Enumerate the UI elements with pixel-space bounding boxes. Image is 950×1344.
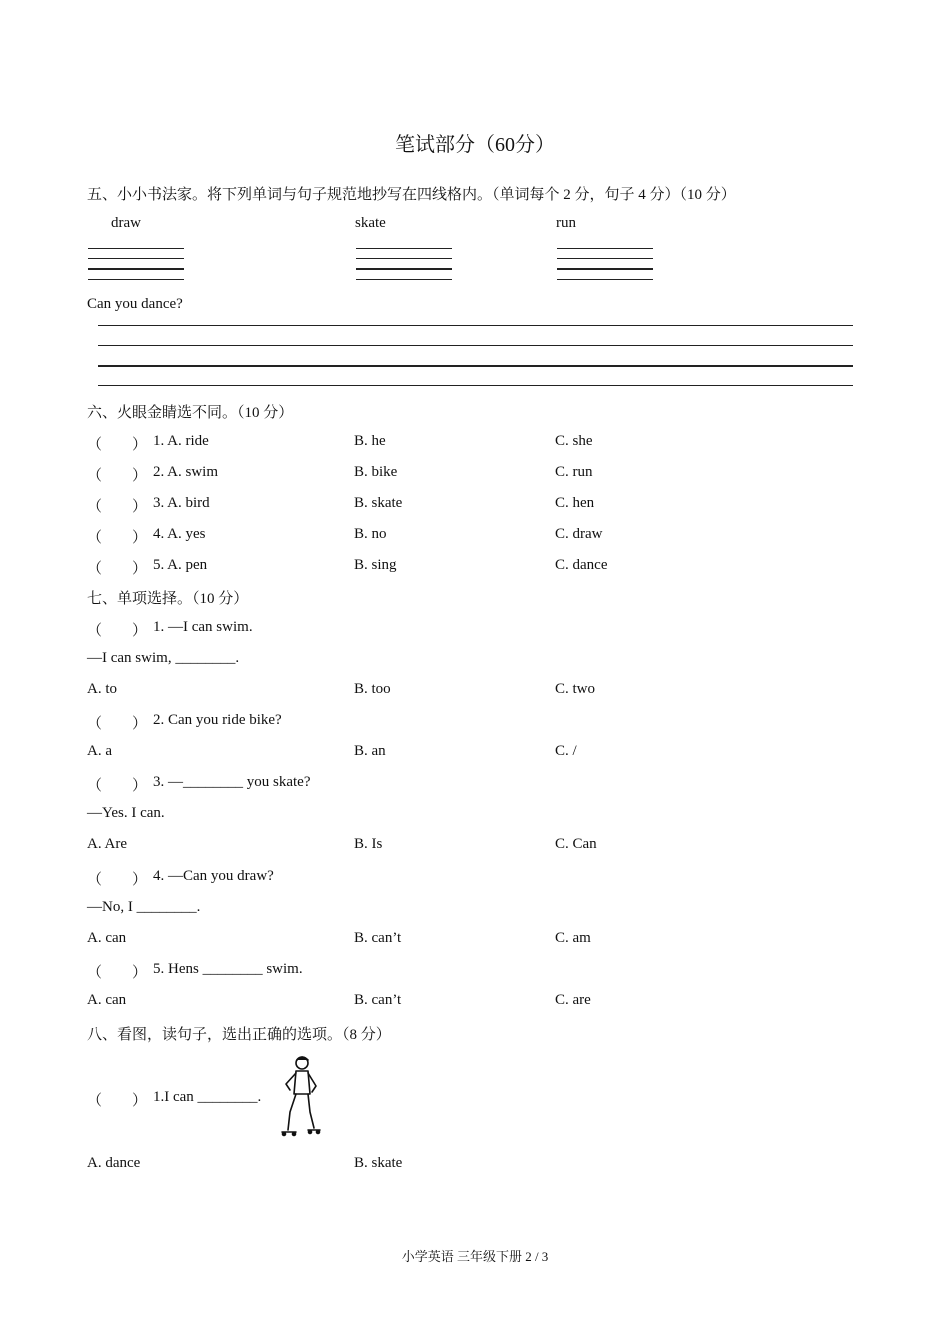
- option-b: B. he: [354, 433, 386, 449]
- option-c: C. Can: [555, 836, 597, 852]
- sentence-prompt: Can you dance?: [87, 296, 183, 312]
- dialogue-line: [87, 650, 867, 670]
- question-row: [87, 526, 867, 546]
- answer-blank[interactable]: （ ）: [87, 872, 148, 888]
- answer-blank[interactable]: （ ）: [87, 468, 148, 484]
- word-draw: draw: [111, 215, 141, 231]
- section-6-heading: 六、火眼金睛选不同。（10 分）: [87, 405, 294, 421]
- question-row: [87, 961, 867, 981]
- question-row: [87, 433, 867, 453]
- question-text: 3. A. bird: [153, 495, 210, 511]
- options-row: [87, 992, 867, 1012]
- option-c: C. she: [555, 433, 593, 449]
- question-row: [87, 619, 867, 639]
- options-row: [87, 743, 867, 763]
- section-8-heading: 八、看图，读句子，选出正确的选项。（8 分）: [87, 1027, 391, 1043]
- question-row: [87, 464, 867, 484]
- option-b: B. too: [354, 681, 391, 697]
- section-5-heading: 五、小小书法家。将下列单词与句子规范地抄写在四线格内。（单词每个 2 分，句子 4 分）（10 分）: [87, 187, 736, 203]
- option-a: A. dance: [87, 1155, 141, 1171]
- answer-blank[interactable]: （ ）: [87, 1093, 148, 1109]
- option-b: B. skate: [354, 1155, 403, 1171]
- option-a: A. can: [87, 930, 127, 946]
- question-row: [87, 495, 867, 515]
- options-row: [87, 681, 867, 701]
- option-b: B. sing: [354, 557, 397, 573]
- question-text: 2. Can you ride bike?: [153, 712, 282, 728]
- word-skate: skate: [355, 215, 386, 231]
- option-c: C. am: [555, 930, 591, 946]
- answer-blank[interactable]: （ ）: [87, 561, 148, 577]
- option-b: B. no: [354, 526, 387, 542]
- option-c: C. two: [555, 681, 596, 697]
- answer-blank[interactable]: （ ）: [87, 965, 148, 981]
- option-b: B. can’t: [354, 930, 402, 946]
- option-c: C. are: [555, 992, 591, 1008]
- option-a: A. Are: [87, 836, 127, 852]
- dialogue-line: [87, 805, 867, 825]
- question-text: 5. Hens ________ swim.: [153, 961, 303, 977]
- option-b: B. bike: [354, 464, 398, 480]
- answer-blank[interactable]: （ ）: [87, 778, 148, 794]
- answer-blank[interactable]: （ ）: [87, 499, 148, 515]
- dialogue-line: [87, 899, 867, 919]
- option-b: B. an: [354, 743, 386, 759]
- question-row: [87, 712, 867, 732]
- question-row: [87, 557, 867, 577]
- dialogue-text: —I can swim, ________.: [87, 650, 240, 666]
- question-text: 1. —I can swim.: [153, 619, 253, 635]
- question-row: [87, 1089, 867, 1109]
- options-row: [87, 930, 867, 950]
- option-c: C. run: [555, 464, 593, 480]
- option-c: C. draw: [555, 526, 603, 542]
- page-footer: 小学英语 三年级下册 2 / 3: [401, 1249, 549, 1264]
- answer-blank[interactable]: （ ）: [87, 437, 148, 453]
- option-c: C. dance: [555, 557, 608, 573]
- word-run: run: [556, 215, 576, 231]
- option-a: A. can: [87, 992, 127, 1008]
- option-b: B. skate: [354, 495, 403, 511]
- option-b: B. can’t: [354, 992, 402, 1008]
- dialogue-text: —No, I ________.: [87, 899, 201, 915]
- question-text: 1.I can ________.: [153, 1089, 262, 1105]
- skating-boy-illustration: [272, 1054, 324, 1140]
- question-text: 4. A. yes: [153, 526, 206, 542]
- section-7-heading: 七、单项选择。（10 分）: [87, 591, 249, 607]
- question-row: [87, 774, 867, 794]
- option-c: C. /: [555, 743, 577, 759]
- option-c: C. hen: [555, 495, 595, 511]
- option-a: A. to: [87, 681, 117, 697]
- dialogue-text: —Yes. I can.: [87, 805, 165, 821]
- page-title: 笔试部分（60分）: [395, 134, 555, 156]
- answer-blank[interactable]: （ ）: [87, 623, 148, 639]
- option-b: B. Is: [354, 836, 383, 852]
- question-row: [87, 868, 867, 888]
- option-a: A. a: [87, 743, 112, 759]
- answer-blank[interactable]: （ ）: [87, 716, 148, 732]
- answer-blank[interactable]: （ ）: [87, 530, 148, 546]
- options-row: [87, 836, 867, 856]
- question-text: 5. A. pen: [153, 557, 208, 573]
- question-text: 2. A. swim: [153, 464, 219, 480]
- question-text: 4. —Can you draw?: [153, 868, 274, 884]
- question-text: 3. —________ you skate?: [153, 774, 311, 790]
- question-text: 1. A. ride: [153, 433, 209, 449]
- options-row: [87, 1155, 867, 1175]
